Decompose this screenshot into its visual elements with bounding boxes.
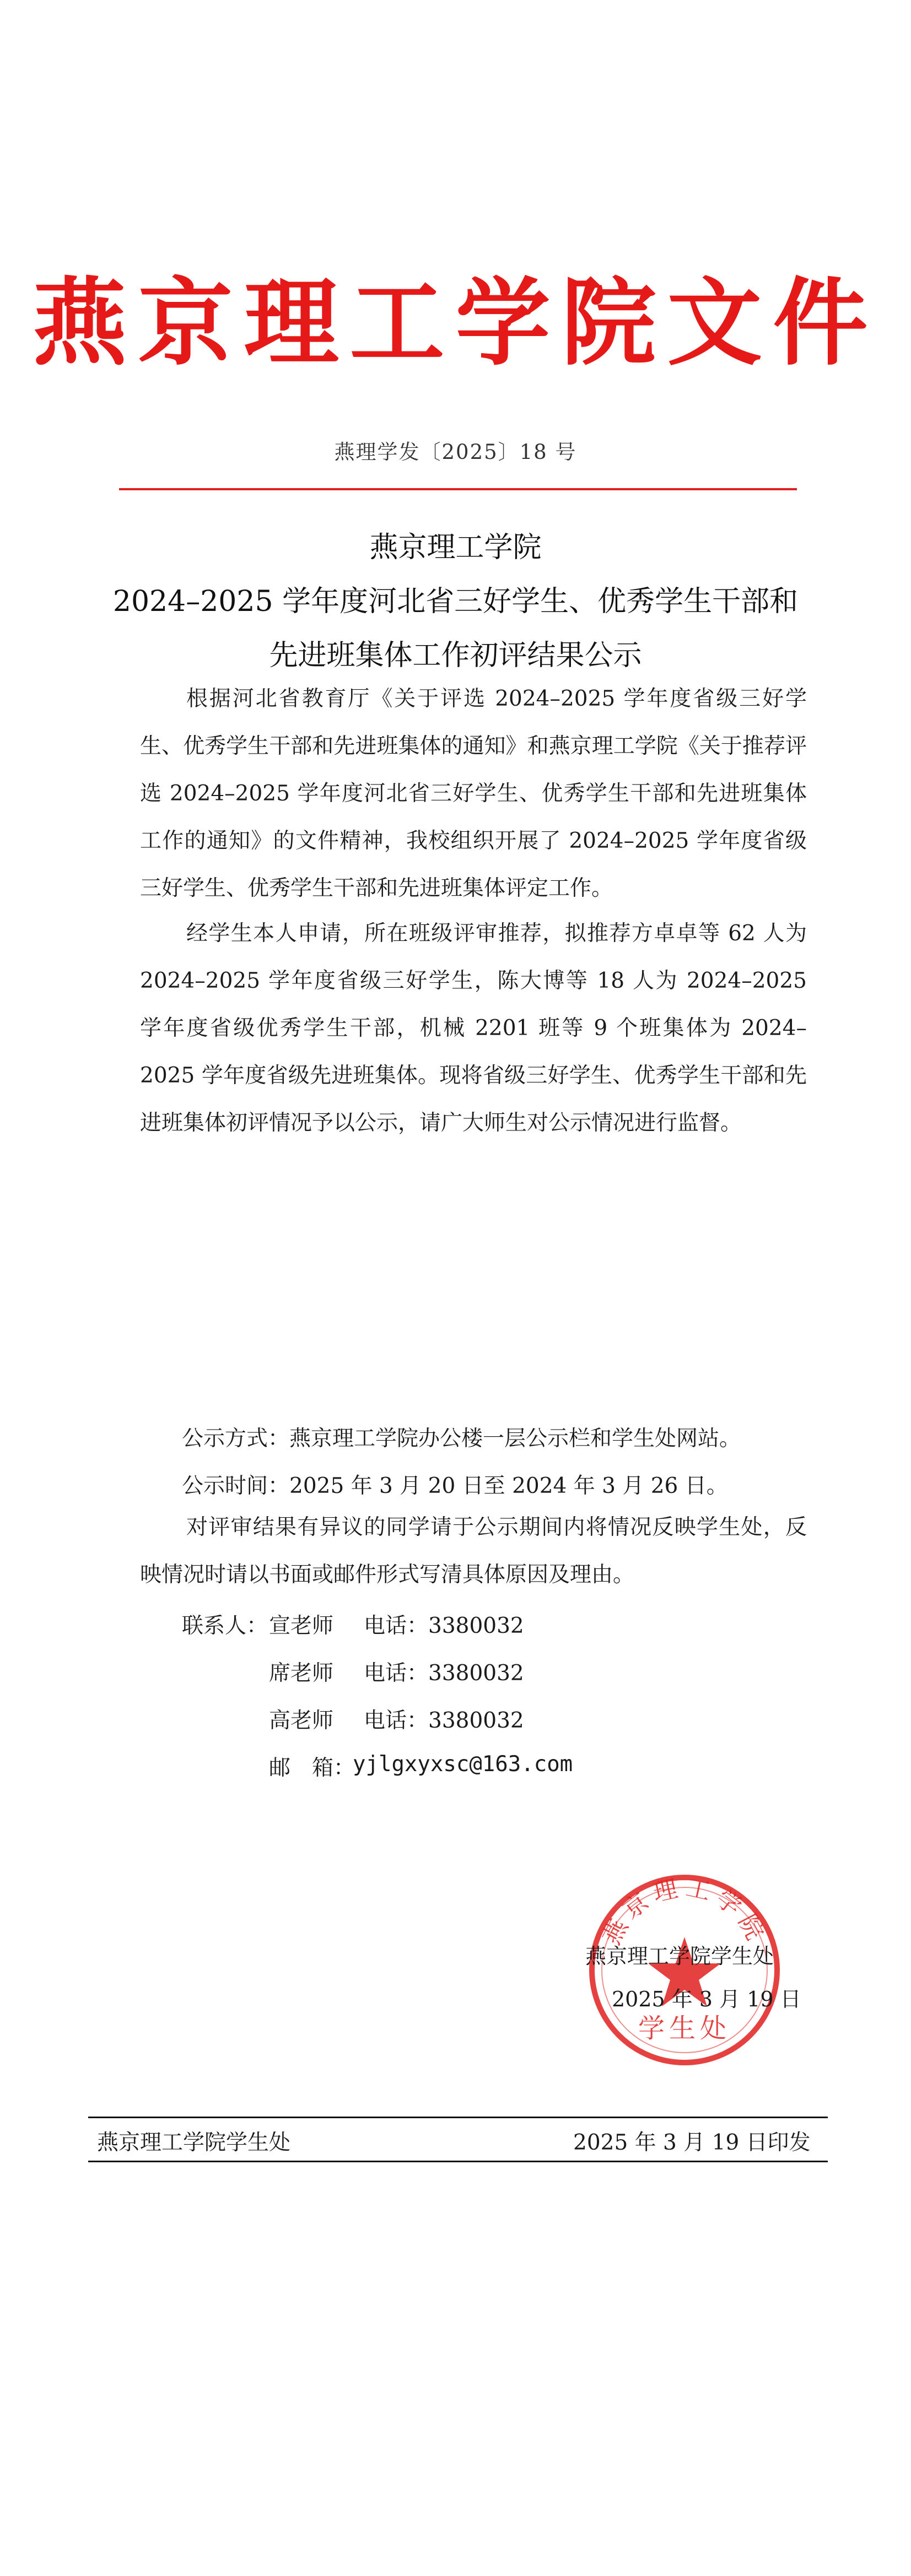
footer-issuer: 燕京理工学院学生处 [97, 2130, 291, 2155]
email-label: 邮 箱： [269, 1756, 355, 1781]
svg-text:燕京理工学院: 燕京理工学院 [597, 1873, 772, 1950]
objection-paragraph: 对评审结果有异议的同学请于公示期间内将情况反映学生处，反映情况时请以书面或邮件形式写清具体原因及理由。 [140, 1515, 807, 1587]
contact-phone-3: 电话：3380032 [364, 1708, 524, 1733]
svg-text:学生处: 学生处 [638, 2013, 731, 2044]
contact-phone-2: 电话：3380032 [364, 1661, 524, 1686]
contact-name-3: 高老师 [269, 1708, 334, 1733]
footer-rule-bottom [88, 2161, 828, 2162]
contact-name-2: 席老师 [269, 1661, 334, 1686]
publicity-method: 公示方式：燕京理工学院办公楼一层公示栏和学生处网站。 [182, 1426, 741, 1451]
red-divider [119, 488, 797, 490]
email-address[interactable]: yjlgxyxsc@163.com [353, 1752, 573, 1777]
title-line-3: 先进班集体工作初评结果公示 [269, 639, 642, 672]
signature-org: 燕京理工学院学生处 [585, 1944, 774, 1968]
document-number: 燕理学发〔2025〕18 号 [334, 440, 577, 464]
title-line-1: 燕京理工学院 [369, 531, 542, 564]
contact-label: 联系人： [182, 1614, 268, 1638]
document-masthead: 燕京理工学院文件 [32, 267, 879, 378]
footer-rule-top [88, 2117, 828, 2118]
body-paragraph-1: 根据河北省教育厅《关于评选 2024–2025 学年度省级三好学生、优秀学生干部和先进班集体的通知》和燕京理工学院《关于推荐评选 2024–2025 学年度河北省三好学生、优秀学生干部和先进班集体工作的通知》的文件精神，我校组织开展了 2024–2025 学年度省级三好学生、优秀学生干部和先进班集体评定工作。 [140, 686, 807, 901]
publicity-time: 公示时间：2025 年 3 月 20 日至 2024 年 3 月 26 日。 [182, 1474, 728, 1498]
contact-name-1: 宣老师 [269, 1614, 334, 1638]
official-seal-stamp [586, 1872, 783, 2068]
contact-phone-1: 电话：3380032 [364, 1614, 524, 1638]
signature-date: 2025 年 3 月 19 日 [612, 1987, 801, 2011]
body-paragraph-2: 经学生本人申请，所在班级评审推荐，拟推荐方卓卓等 62 人为 2024–2025 学年度省级三好学生，陈大博等 18 人为 2024–2025 学年度省级优秀学生干部，机械 2201 班等 9 个班集体为 2024–2025 学年度省级先进班集体。现将省级三好学生、优秀学生干部和先进班集体初评情况予以公示，请广大师生对公示情况进行监督。 [140, 921, 807, 1135]
footer-print-date: 2025 年 3 月 19 日印发 [573, 2130, 811, 2155]
title-line-2: 2024–2025 学年度河北省三好学生、优秀学生干部和 [112, 585, 799, 618]
